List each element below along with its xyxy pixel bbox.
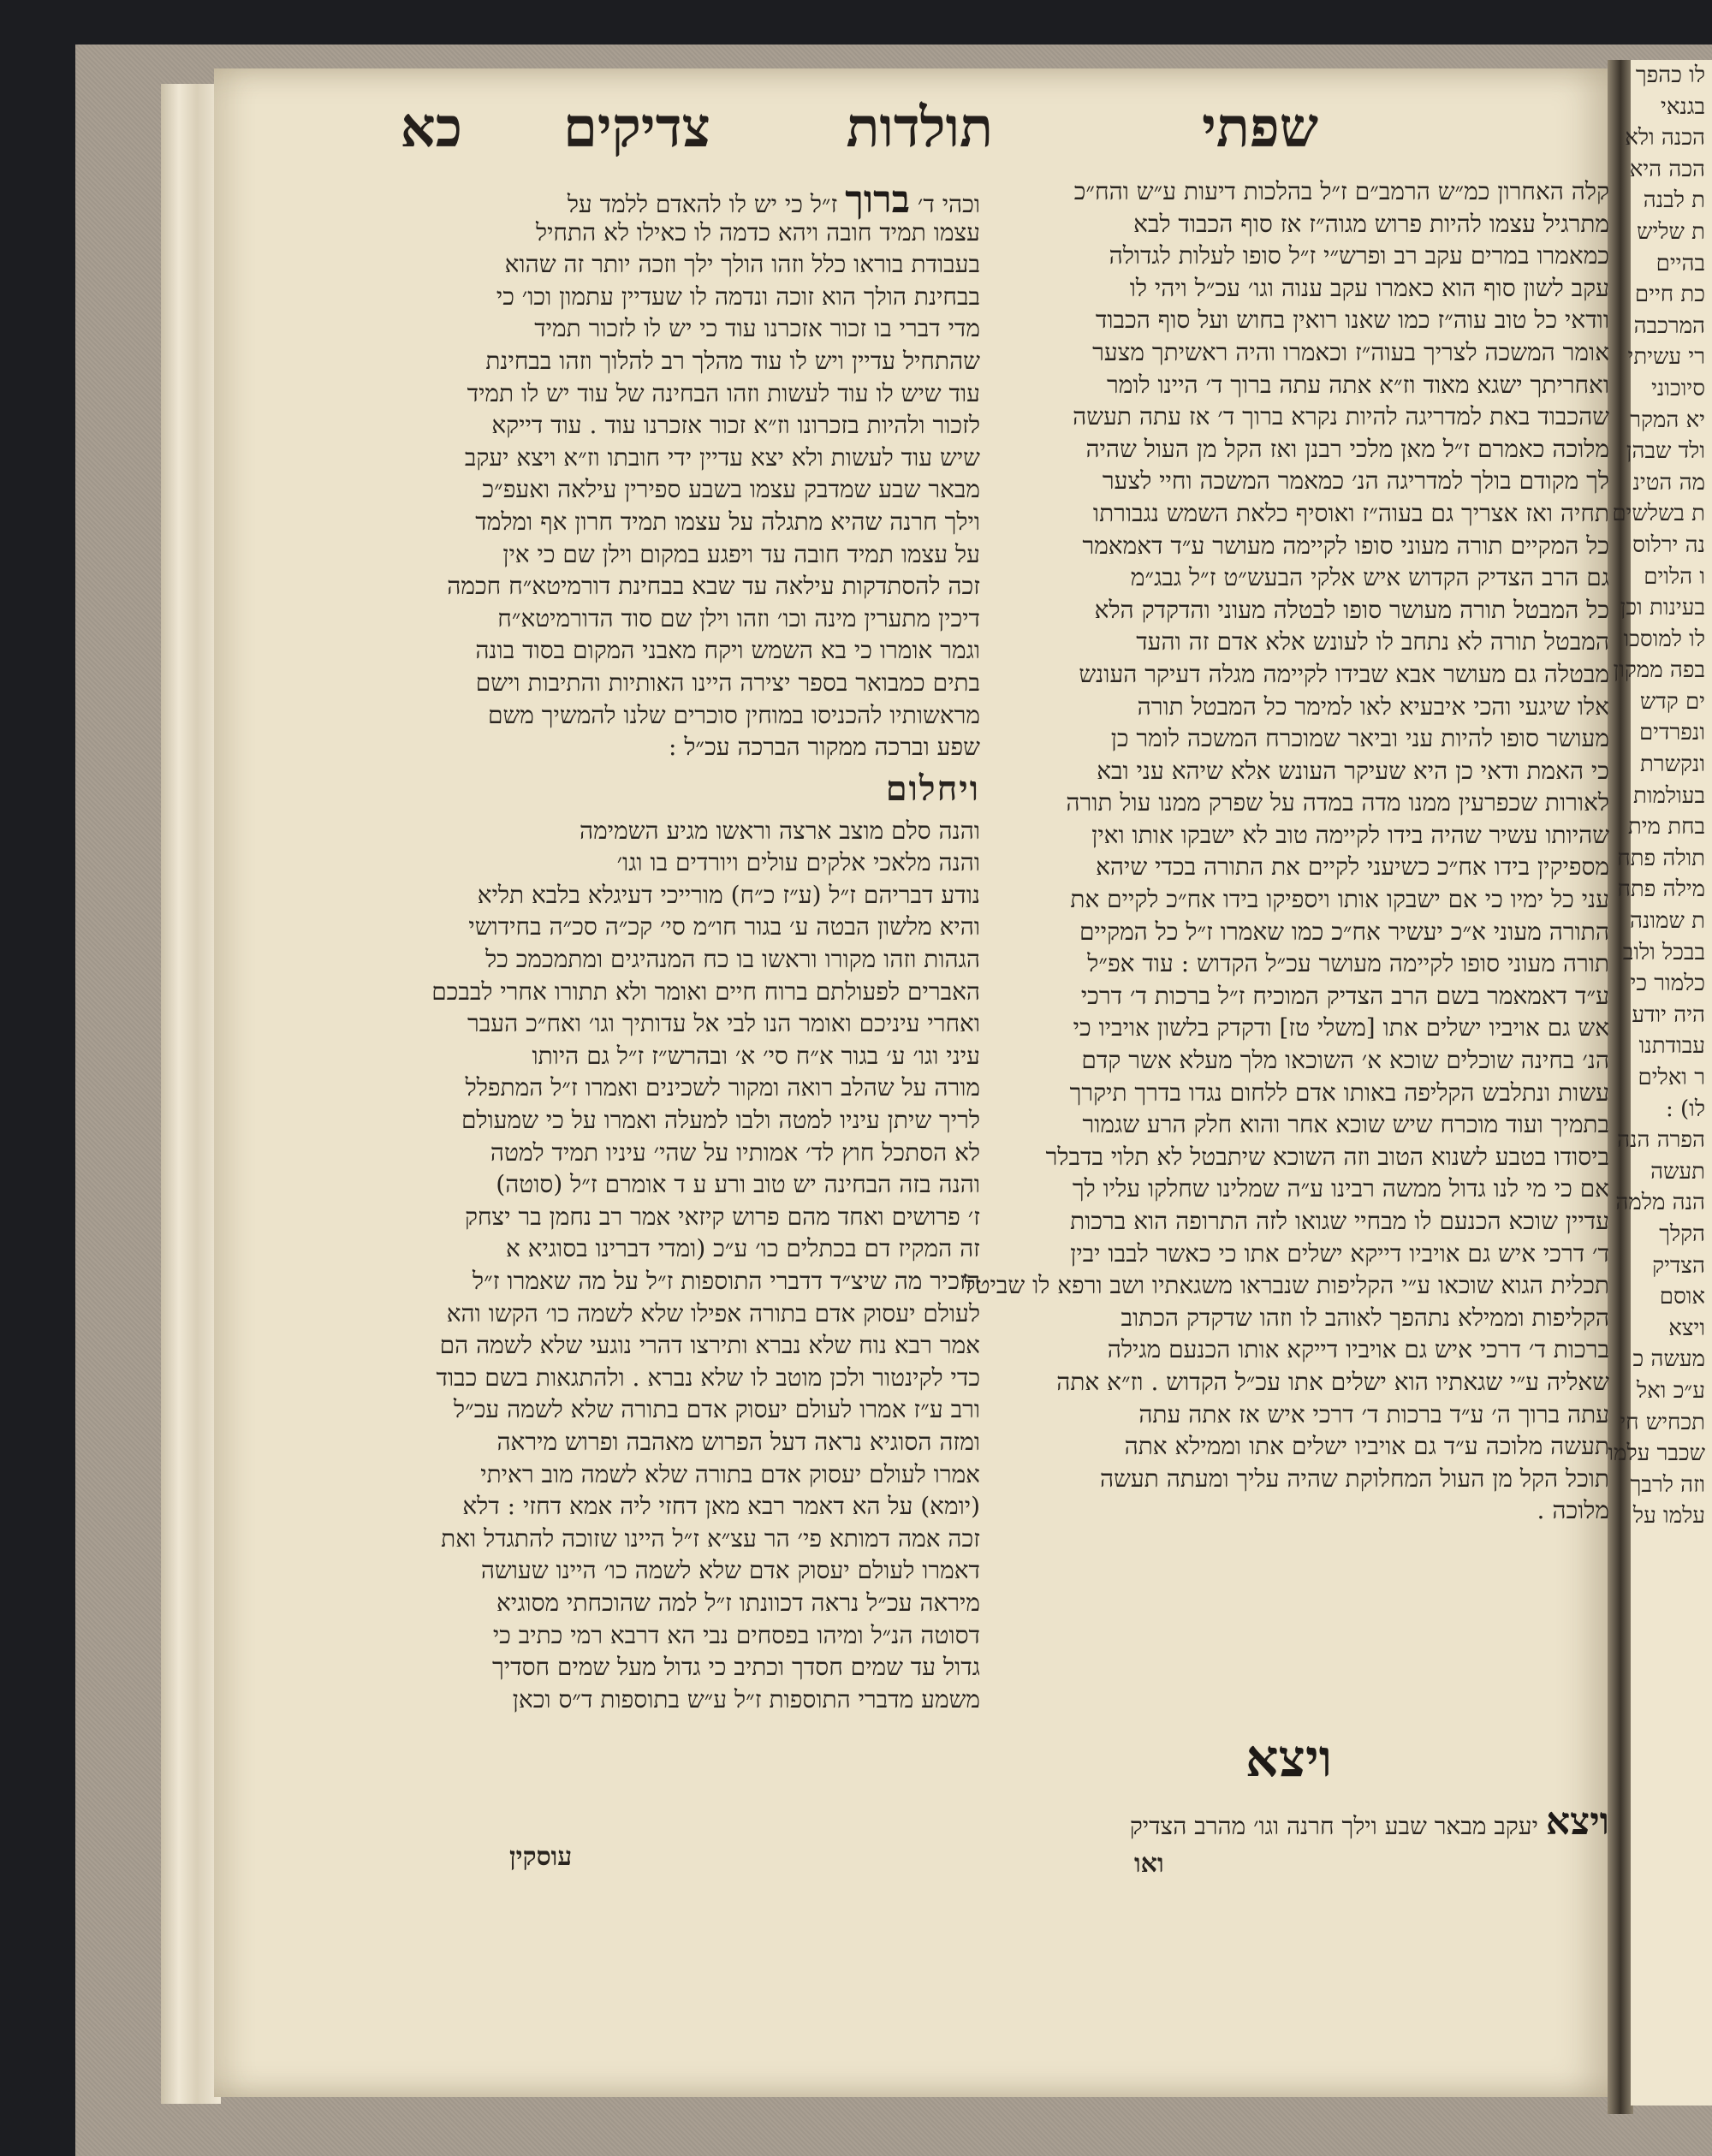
next-page-line: ע״כ ואל (1637, 1377, 1705, 1404)
section-first-line-text: יעקב מבאר שבע וילך חרנה וגו׳ מהרב הצדיק (1129, 1812, 1538, 1840)
next-page-line: עלמו על (1632, 1503, 1705, 1529)
text-line: מספיקין בידו אח״כ כשיעני לקיים את התורה בכדי שיהא (1096, 852, 1609, 882)
text-line: לזכור ולהיות בזכרונו וז״א זכור אזכרנו עוד . עוד דייקא (491, 411, 980, 440)
text-line: כמאמרו במרים עקב רב ופרש״י ז״ל סופו לעלות לגדולה (1109, 241, 1609, 270)
next-page-line: יא המקר (1630, 407, 1705, 433)
section-heading-vayetze: ויצא (1245, 1729, 1333, 1789)
next-page-line: לו) : (1666, 1096, 1705, 1122)
text-line: לריך שיתן עיניו למטה ולבו למעלה ואמרו על כי שמעולם (461, 1106, 980, 1135)
text-line: ד׳ דרכי איש גם אויביו דייקא ישלים אתו כי כאשר לבבו יבין (1070, 1238, 1609, 1268)
text-line: עני כל ימיו כי אם ישבקו אותו ויספיקו בידו אח״כ לקיים את (1070, 885, 1609, 914)
next-page-line: וזה לרבך (1630, 1471, 1705, 1498)
next-page-line: הצדיק (1652, 1252, 1705, 1279)
next-page-line: נה ירלוס (1632, 532, 1705, 558)
next-page-line: תעשה (1650, 1158, 1705, 1185)
text-line: אמר רבא נוח שלא נברא ותירצו דהרי נוגעי שלא לשמה הם (439, 1331, 980, 1360)
text-line: אומר המשכה לצריך בעוה״ז וכאמרו והיה ראשיתך מצער (1092, 337, 1609, 366)
next-page-line: ר ואלים (1638, 1065, 1705, 1090)
text-line: מראשותיו להכניסו במוחין סוכרים שלנו להמשיך משם (487, 700, 980, 729)
text-line: לא הסתכל חוץ לד׳ אמותיו על שהי׳ עיניו תמיד למטה (490, 1137, 980, 1167)
text-line: אש גם אויביו ישלים אתו [משלי טז] ודקדק בלשון אויביו כי (1073, 1013, 1609, 1042)
next-page-line: המרכבה (1633, 312, 1705, 339)
next-page-line: ת שליש (1637, 218, 1705, 245)
text-line: אמרו לעולם יעסוק אדם בתורה שלא לשמה מוב ראיתי (480, 1459, 980, 1488)
text-line: תעשה מלוכה ע״ד גם אויביו ישלים אתו וממילא אתה (1124, 1432, 1609, 1461)
next-page-line: ולד שבהן (1626, 438, 1705, 465)
header-title-center: תולדות (846, 96, 993, 160)
page-header (377, 96, 1318, 173)
text-line: שיש עוד לעשות ולא יצא עדיין ידי חובתו וז״א ויצא יעקב (464, 442, 980, 472)
text-line: וגמר אומרו כי בא השמש ויקח מאבני המקום בסוד בונה (475, 636, 980, 665)
text-line: התורה מעוני א״כ יעשיר אח״כ כמו שאמרו ז״ל כל המקיים (1079, 917, 1609, 946)
text-line: אם כי מי לנו גדול ממשה רבינו ע״ה שמלינו שחלקו עליו לך (1072, 1174, 1609, 1203)
next-page-line: בהיים (1656, 250, 1705, 276)
next-page-line: מילה פתח (1617, 876, 1705, 903)
text-line: ע״ד דאמאמר בשם הרב הצדיק המוכיח ז״ל ברכות ד׳ דרכי (1080, 981, 1609, 1010)
text-line: וכהי ד׳ ברוך ז״ל כי יש לו להאדם ללמד על (567, 178, 980, 222)
text-line: נודע דבריהם ז״ל (ע״ז כ״ח) מורייכי דעיגלא בלבא תליא (477, 880, 980, 909)
right-text-column (964, 175, 1609, 1527)
section-word-vayachalom: ויחלום (885, 768, 980, 809)
text-line: עתה ברוך ה׳ ע״ד ברכות ד׳ דרכי איש אז אתה עתה (1138, 1399, 1609, 1428)
text-line: והנה בזה הבחינה יש טוב ורע ע ד אומרם ז״ל (סוטה) (496, 1170, 980, 1199)
text-line: עוד שיש לו עוד לעשות וזהו הבחינה של עוד יש לו תמיד (467, 378, 980, 407)
next-page-line: תכחיש חי (1620, 1409, 1705, 1435)
text-line: אלו שיגעי והכי איבעיא לאו למימר כל המבטל תורה (1137, 692, 1609, 721)
text-line: והנה מלאכי אלקים עולים ויורדים בו וגו׳ (616, 848, 980, 877)
text-line: זכה להסתדקות עילאה עד שבא בבחינת דורמיטא״ח חכמה (447, 572, 980, 601)
text-line: תחיה ואז אצריך גם בעוה״ז ואוסיף כלאת השמש נגבורתו (1092, 498, 1609, 527)
next-page-line: בעולמות (1633, 782, 1705, 809)
text-line: הזכיר מה שיצ״ד דדברי התוספות ז״ל על מה שאמרו ז״ל (472, 1267, 980, 1295)
text-line: דיכין מתערין מינה וכו׳ וזהו וילן שם סוד הדורמיטא״ח (497, 603, 980, 633)
next-page-line: בגנאי (1661, 93, 1705, 120)
page-number: כא (400, 96, 462, 160)
next-page-line: ת שמונה (1629, 908, 1705, 935)
text-line: ורב ע״ז אמרו לעולם יעסוק אדם בתורה שלא לשמה עכ״ל (453, 1395, 980, 1424)
section-heading-line (389, 763, 980, 815)
text-line: בעבודת בוראו כלל וזהו הולך ילך וזכה יותר זה שהוא (504, 250, 980, 279)
text-line: בבחינת הולך הוא זוכה ונדמה לו שעדיין עתמון וכו׳ כי (496, 282, 980, 311)
next-page-line: ונקשרת (1639, 751, 1705, 778)
text-line: משמע מדברי התוספות ז״ל ע״ש בתוספות ד״ס וכאן (512, 1684, 980, 1714)
text-line: (יומא) על הא דאמר רבא מאן דחזי ליה אמא דחזי : דלא (462, 1492, 980, 1521)
left-text-column (389, 178, 980, 1715)
text-line: וודאי כל טוב עוה״ז כמו שאנו רואין בחוש ועל סוף הכבוד (1095, 306, 1609, 335)
text-line: תכלית הגוא שוכאו ע״י הקליפות שנבראו משגאתיו ושב ורפא לו שביטל (964, 1271, 1609, 1300)
header-title-left: צדיקים (562, 96, 710, 160)
text-line: עקב לשון סוף הוא כאמרו עקב ענוה וגו׳ עכ״ל ויהי לו (1129, 273, 1609, 302)
next-page-line: ת לבנה (1643, 187, 1705, 214)
text-line: ברכות ד׳ דרכי איש גם אויביו דייקא אותו הכנעם מגילה (1107, 1335, 1609, 1364)
text-line: מבאר שבע שמדבק עצמו בשבע ספירין עילאה ואעפ״כ (482, 475, 980, 504)
text-line: ז׳ פרושים ואחד מהם פרוש קיזאי אמר רב נחמן בר יצחק (465, 1202, 980, 1231)
next-page-line: ויצא (1668, 1315, 1705, 1341)
next-page-line: מה הטינ (1632, 469, 1705, 496)
text-line: שהכבוד באת למדריגה להיות נקרא ברוך ד׳ אז עתה תעשה (1073, 402, 1609, 431)
next-page-line: לו כהפך (1635, 62, 1705, 88)
text-line: כדי לקינטור ולכן מוטב לו שלא נברא . ולהתגאות בשם כבוד (436, 1363, 980, 1392)
text-line: והיא מלשון הבטה ע׳ בגור חו״מ סי׳ קכ״ה סכ״ה בחידושי (468, 912, 980, 941)
text-line: בתמיך ועוד מוכרח שיש שוכא אחר והוא חלק הרע שגמור (1082, 1110, 1609, 1139)
text-line: כל המבטל תורה מעושר סופו לבטלה מעוני והדקדק הלא (1094, 595, 1609, 624)
text-line: ואחריתך ישגא מאוד וז״א אתה עתה ברוך ד׳ היינו לומר (1106, 370, 1609, 399)
text-line: מתרגיל עצמו להיות פרוש מגוה״ז אז סוף הכבוד לבא (1133, 209, 1609, 238)
text-line: תורה מעוני סופו לקיימה מעושר עכ״ל הקדוש : עוד אפ״ל (1087, 949, 1609, 978)
text-line: הקליפות וממילא נתהפך לאוהב לו וזהו שדקדק הכתוב (1121, 1303, 1609, 1332)
text-line: מלוכה כאמרם ז״ל מאן מלכי רבנן ואז הקל מן העול שהיה (1085, 434, 1609, 463)
lead-word-baruch: ברוך (845, 178, 910, 222)
text-line: מעושר סופו להיות עני וביאר שמוכרח המשכה לומר כן (1110, 724, 1609, 753)
next-page-line: כת חיים (1634, 282, 1705, 308)
next-page-line: סיוכוני (1651, 375, 1705, 401)
text-line: והנה סלם מוצב ארצה וראשו מגיע השמימה (580, 816, 980, 845)
next-page-line: בבכל ולוב (1622, 939, 1705, 965)
section-lead-word: ויצא (1545, 1800, 1609, 1844)
next-page-line: ונפרדים (1638, 720, 1705, 746)
text-line: עשות ונתלבש הקליפה באותו אדם ללחום נגדו בדרך תיקרך (1069, 1078, 1609, 1107)
text-line: גם הרב הצדיק הקדוש איש אלקי הבעש״ט ז״ל גבג״מ (1130, 563, 1609, 592)
text-line: עצמו תמיד חובה ויהא כדמה לו כאילו לא התחיל (535, 217, 980, 246)
text-line: שהתחיל עדיין ויש לו עוד מהלך רב להלוך וזהו בבחינת (485, 346, 980, 375)
left-catchword: עוסקין (509, 1842, 573, 1872)
text-line: שהיותו עשיר שהיה בידו לקיימה טוב לא ישבקו אותו ואין (1091, 820, 1609, 849)
text-line: בתים כמבואר בספר יצירה היינו האותיות והתיבות וישם (475, 668, 980, 697)
next-page-line: הנה מלמה (1615, 1190, 1705, 1216)
text-line: שאליה ע״י שגאתיו הוא ישלים אתו עכ״ל הקדוש . וז״א אתה (1056, 1367, 1609, 1396)
next-page-line: תולה פתח (1617, 845, 1705, 871)
text-line: לאורות שכפרעין ממנו מדה במדה על שפרק ממנו עול תורה (1066, 788, 1609, 817)
text-line: המבטל תורה לא נתחב לו לעונש אלא אדם זה והעד (1136, 627, 1609, 656)
next-page-line: בחת מית (1627, 814, 1705, 840)
text-line: זה המקיז דם בכתלים כו׳ ע״כ (ומדי דברינו בסוגיא א (505, 1234, 980, 1263)
text-line: הנ׳ בחינה שוכלים שוכא א׳ השוכאו מלך מעלא אשר קדם (1081, 1046, 1609, 1075)
text-line: שפע וברכה ממקור הברכה עכ״ל : (669, 733, 980, 762)
text-line: מורה על שהלב רואה ומקור לשכינים ואמרו ז״ל המתפלל (465, 1073, 980, 1102)
text-line: עדיין שוכא הכנעם לו מבחיי שגואו לזה התרופה הוא ברכות (1070, 1207, 1609, 1235)
next-page-line: הכה היא (1629, 156, 1705, 182)
text-line: קלה האחרון כמ״ש הרמב״ם ז״ל בהלכות דיעות ע״ש והח״כ (1073, 177, 1609, 205)
next-page-line: הפרה הנה (1617, 1127, 1705, 1154)
text-line: מבטלה גם מעושר אבא שבידו לקיימה מגלה דעיקר העונש (1079, 659, 1609, 688)
text-line: מלוכה . (1537, 1496, 1609, 1525)
text-line: הגהות וזהו מקורו וראשו בו כח המנהיגים ומתמכמכ כל (485, 945, 980, 974)
text-line: לעולם יעסוק אדם בתורה אפילו שלא לשמה כו׳ הקשו והא (446, 1298, 980, 1327)
text-line: תוכל הקל מן העול המחלוקת שהיה עליך ומעתה תעשה (1099, 1464, 1609, 1493)
next-page-edge (1608, 60, 1712, 2106)
text-line: מדי דברי בו זכור אזכרנו עוד כי יש לו לזכור תמיד (534, 314, 980, 343)
text-line: על עצמו תמיד חובה עד ויפגע במקום וילן שם כי אין (502, 539, 980, 568)
next-page-line: עבודתנו (1638, 1033, 1705, 1060)
text-line: ואחרי עיניכם ואומר הנו לבי אל עדותיך וגו׳ ואח״כ העבר (467, 1009, 980, 1038)
next-page-line: מעשה כ (1632, 1346, 1705, 1373)
next-page-line: רי עשיתי (1627, 344, 1705, 371)
text-line: מיראה עכ״ל נראה דכוונתו ז״ל למה שהוכחתי מסוגיא (496, 1588, 980, 1617)
next-page-line: ים קדש (1639, 688, 1705, 715)
next-page-line: ו הלוים (1644, 563, 1705, 590)
text-line: ביסודו בטבע לשנוא הטוב וזה השוכא שיתבטל לא תלוי בדבלר (1045, 1142, 1609, 1171)
text-line: ומזה הסוגיא נראה דעל הפרוש מאהבה ופרוש מיראה (496, 1427, 980, 1456)
text-line: עיני וגו׳ ע׳ בגור א״ח סי׳ א׳ ובהרש״ז ז״ל גם היותו (532, 1041, 980, 1070)
next-page-line: אוסם (1659, 1284, 1705, 1310)
text-line: דאמרו לעולם יעסוק אדם שלא לשמה כו׳ היינו שעושה (480, 1556, 980, 1585)
text-line: האברים לפעולתם ברוח חיים ואומר ולא תתורו אחרי לבבכם (431, 977, 980, 1006)
text-line: כי האמת ודאי כן היא שעיקר העונש אלא שיהא עני ובא (1097, 756, 1609, 785)
next-page-line: בעינות וכן (1620, 595, 1705, 621)
text-line: כל המקיים תורה מעוני סופו לקיימה מעושר ע״ד דאמאמר (1082, 531, 1609, 560)
next-page-line: היה יודע (1632, 1001, 1705, 1028)
next-page-line: שכבר עלמו (1608, 1440, 1705, 1467)
text-line: וילך חרנה שהיא מתגלה על עצמו תמיד חרון אף ומלמד (475, 507, 980, 536)
next-page-line: בפה ממקון (1613, 657, 1705, 684)
next-page-line: כלמור כי (1630, 971, 1705, 997)
next-page-line: ת בשלשים (1612, 501, 1705, 527)
next-page-line: לו למוסכו (1623, 626, 1705, 652)
right-catchword: ואו (1134, 1849, 1164, 1879)
section-first-line (1019, 1800, 1609, 1844)
next-page-line: הכנה ולא (1625, 125, 1705, 151)
page-edges (161, 84, 221, 2104)
text-line: זכה אמה דמותא פי׳ הר עצ״א ז״ל היינו שזוכה להתגדל ואת (441, 1523, 980, 1553)
text-line: לך מקודם בולך למדריגה הנ׳ כמאמר המשכה וחיי לצער (1102, 466, 1609, 496)
next-page-line: הקלך (1659, 1221, 1705, 1247)
text-line: גדול עד שמים חסדך וכתיב כי גדול מעל שמים חסדיך (492, 1653, 980, 1682)
header-title-right: שפתי (1202, 96, 1318, 160)
text-line: דסוטה הנ״ל ומיהו בפסחים נבי הא דרבא רמי כתיב כי (492, 1620, 980, 1649)
